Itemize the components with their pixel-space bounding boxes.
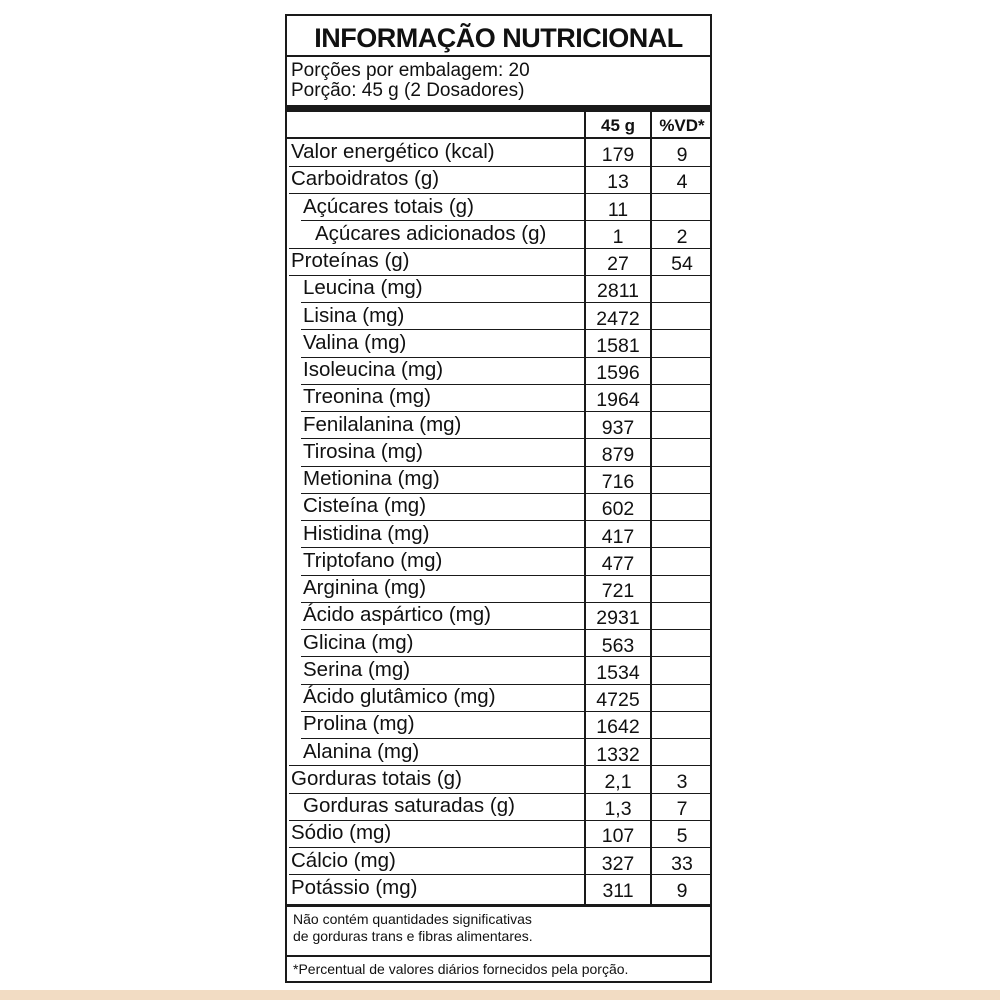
nutrient-name: Carboidratos (g) bbox=[291, 167, 440, 191]
table-row bbox=[287, 330, 710, 357]
nutrient-amount: 417 bbox=[601, 525, 635, 548]
nutrient-name: Cálcio (mg) bbox=[291, 848, 396, 872]
nutrient-name: Prolina (mg) bbox=[303, 712, 415, 736]
nutrient-amount: 1 bbox=[612, 225, 624, 248]
table-row bbox=[287, 384, 710, 411]
table-row bbox=[287, 820, 710, 847]
nutrient-name: Tirosina (mg) bbox=[303, 439, 423, 463]
note-line-2: de gorduras trans e fibras alimentares. bbox=[293, 928, 533, 944]
nutrient-amount: 1332 bbox=[596, 743, 640, 766]
table-row bbox=[287, 493, 710, 520]
nutrient-daily-value: 9 bbox=[676, 879, 688, 902]
nutrient-amount: 27 bbox=[607, 253, 629, 275]
nutrition-label bbox=[285, 14, 712, 983]
nutrient-amount: 107 bbox=[601, 825, 635, 848]
nutrient-name: Histidina (mg) bbox=[303, 521, 430, 545]
nutrient-amount: 879 bbox=[601, 443, 635, 466]
table-row bbox=[287, 166, 710, 193]
nutrient-name: Treonina (mg) bbox=[303, 385, 431, 409]
table-row bbox=[287, 412, 710, 439]
nutrient-amount: 4725 bbox=[596, 689, 640, 711]
bottom-band bbox=[0, 990, 1000, 1000]
table-row bbox=[287, 548, 710, 575]
table-row bbox=[287, 793, 710, 820]
nutrient-amount: 327 bbox=[601, 852, 635, 875]
table-row bbox=[287, 875, 710, 902]
nutrient-name: Arginina (mg) bbox=[303, 576, 427, 599]
serving-divider bbox=[287, 105, 710, 112]
table-row bbox=[287, 194, 710, 221]
table-row bbox=[287, 221, 710, 248]
nutrient-name: Isoleucina (mg) bbox=[303, 358, 444, 381]
nutrient-name: Ácido glutâmico (mg) bbox=[303, 685, 496, 708]
nutrient-name: Alanina (mg) bbox=[303, 739, 420, 763]
nutrient-name: Açúcares adicionados (g) bbox=[315, 221, 547, 245]
nutrient-name: Açúcares totais (g) bbox=[303, 194, 474, 218]
nutrient-name: Fenilalanina (mg) bbox=[303, 412, 462, 436]
nutrient-name: Gorduras totais (g) bbox=[291, 766, 462, 790]
nutrient-amount: 716 bbox=[601, 471, 635, 493]
servings-per-package: Porções por embalagem: 20 bbox=[291, 60, 530, 81]
table-row bbox=[287, 575, 710, 602]
table-bottom-divider bbox=[287, 904, 710, 907]
table-row bbox=[287, 848, 710, 875]
table-row bbox=[287, 139, 710, 166]
nutrient-name: Valina (mg) bbox=[303, 330, 407, 354]
serving-size: Porção: 45 g (2 Dosadores) bbox=[291, 80, 525, 101]
nutrient-daily-value: 33 bbox=[671, 852, 693, 875]
table-row bbox=[287, 439, 710, 466]
table-row bbox=[287, 248, 710, 275]
nutrient-amount: 2472 bbox=[596, 307, 640, 330]
nutrient-daily-value: 7 bbox=[676, 798, 688, 820]
nutrient-daily-value: 5 bbox=[676, 825, 688, 848]
table-row bbox=[287, 684, 710, 711]
nutrient-name: Potássio (mg) bbox=[291, 875, 418, 899]
nutrient-name: Gorduras saturadas (g) bbox=[303, 794, 515, 817]
col-header-dv: %VD* bbox=[659, 116, 705, 135]
nutrient-name: Cisteína (mg) bbox=[303, 494, 427, 518]
table-row bbox=[287, 739, 710, 766]
table-row bbox=[287, 275, 710, 302]
nutrient-name: Proteínas (g) bbox=[291, 249, 410, 272]
nutrient-name: Glicina (mg) bbox=[303, 630, 414, 654]
nutrient-amount: 1642 bbox=[596, 716, 640, 739]
nutrient-amount: 1964 bbox=[596, 389, 640, 412]
table-row bbox=[287, 303, 710, 330]
table-row bbox=[287, 657, 710, 684]
nutrient-amount: 2,1 bbox=[604, 770, 632, 793]
nutrient-name: Valor energético (kcal) bbox=[291, 140, 495, 163]
nutrient-amount: 311 bbox=[602, 879, 634, 902]
table-row bbox=[287, 766, 710, 793]
table-row bbox=[287, 711, 710, 738]
nutrient-daily-value: 3 bbox=[676, 770, 688, 793]
nutrient-amount: 721 bbox=[601, 580, 635, 602]
nutrient-amount: 602 bbox=[601, 498, 635, 521]
nutrient-name: Sódio (mg) bbox=[291, 821, 392, 845]
table-row bbox=[287, 521, 710, 548]
nutrient-amount: 477 bbox=[601, 552, 635, 575]
footnote: *Percentual de valores diários fornecidos pela porção. bbox=[293, 961, 629, 977]
nutrient-name: Metionina (mg) bbox=[303, 467, 440, 490]
table-row bbox=[287, 602, 710, 629]
nutrient-name: Ácido aspártico (mg) bbox=[303, 603, 491, 627]
nutrient-amount: 1534 bbox=[596, 661, 640, 684]
nutrient-name: Triptofano (mg) bbox=[303, 548, 443, 572]
nutrient-amount: 11 bbox=[607, 198, 629, 221]
nutrient-daily-value: 2 bbox=[676, 225, 688, 248]
nutrient-amount: 563 bbox=[601, 634, 635, 657]
nutrient-amount: 1581 bbox=[596, 334, 640, 357]
nutrient-amount: 13 bbox=[607, 171, 629, 194]
nutrient-daily-value: 54 bbox=[671, 253, 693, 275]
table-row bbox=[287, 357, 710, 384]
nutrient-daily-value: 9 bbox=[676, 144, 688, 166]
nutrient-amount: 2931 bbox=[596, 607, 640, 630]
title-divider bbox=[287, 55, 710, 57]
nutrient-amount: 1596 bbox=[596, 362, 640, 384]
nutrient-name: Lisina (mg) bbox=[303, 303, 405, 327]
col-header-portion: 45 g bbox=[600, 116, 636, 135]
note-divider bbox=[287, 955, 710, 957]
nutrient-amount: 179 bbox=[601, 144, 635, 166]
nutrient-name: Serina (mg) bbox=[303, 657, 411, 681]
nutrient-amount: 937 bbox=[601, 416, 635, 439]
note-line-1: Não contém quantidades significativas bbox=[293, 911, 532, 927]
nutrient-amount: 1,3 bbox=[604, 798, 632, 820]
nutrient-name: Leucina (mg) bbox=[303, 276, 423, 300]
nutrient-amount: 2811 bbox=[597, 280, 639, 303]
nutrient-daily-value: 4 bbox=[676, 171, 688, 194]
table-row bbox=[287, 630, 710, 657]
table-row bbox=[287, 466, 710, 493]
label-title: INFORMAÇÃO NUTRICIONAL bbox=[314, 23, 683, 53]
